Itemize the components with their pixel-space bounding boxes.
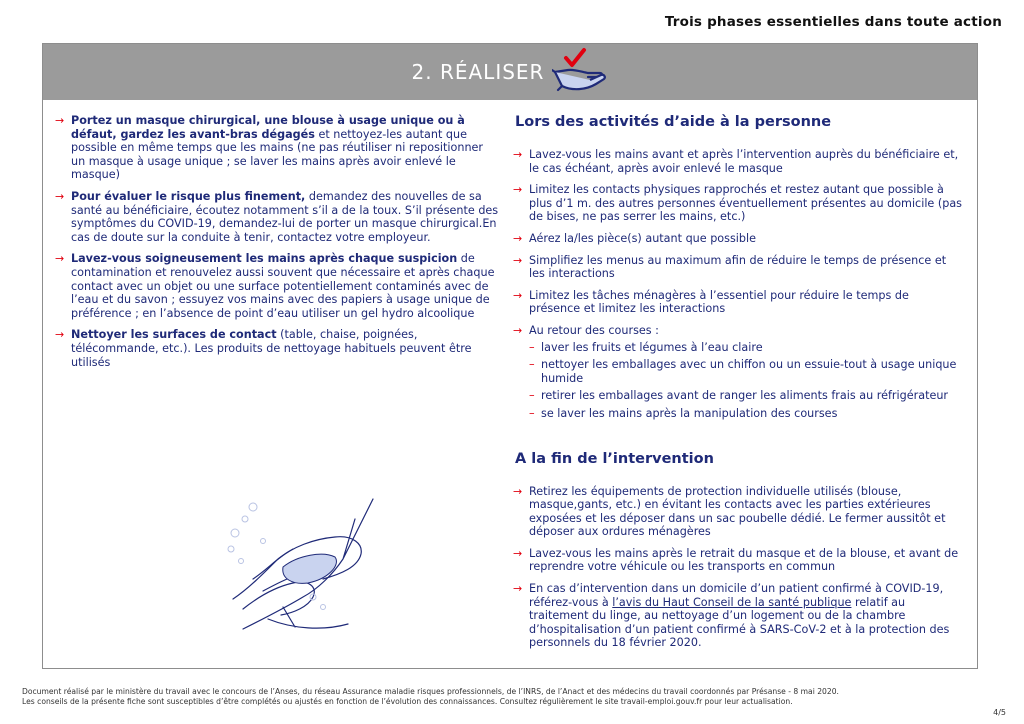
item-bold: Nettoyer les surfaces de contact bbox=[71, 328, 277, 342]
phase-banner bbox=[43, 44, 977, 100]
item-text: (table, chaise, poignées, télécommande, etc.). Les produits de nettoyage habituels peuvent être utilisés bbox=[71, 328, 472, 369]
hand-check-icon bbox=[552, 46, 608, 96]
item-text: de contamination et renouvelez aussi souvent que nécessaire et après chaque contact avec un objet ou une surface potentiellement contaminés avec de l’eau et du savon ; essuyez vos mains avec des papiers à usage unique de préférence ; en l’absence de point d’eau utiliser un gel hydro alcoolique bbox=[71, 252, 495, 320]
list-item: → Retirez les équipements de protection individuelle utilisés (blouse, masque,gants, etc.) en évitant les contacts avec les parties extérieures exposées et les déposer dans un sac poubelle dédié. Le fermer aussitôt et déposer aux ordures ménagères bbox=[513, 485, 963, 539]
item-text: et nettoyez-les autant que possible en même temps que les mains (ne pas réutiliser ni repositionner un masque à usage unique ; se laver les mains après avoir enlevé le masque) bbox=[71, 127, 484, 182]
list-item: → Aérez la/les pièce(s) autant que possible bbox=[513, 232, 963, 246]
shopping-sublist bbox=[529, 341, 963, 421]
sub-list-item: – nettoyer les emballages avec un chiffon ou un essuie-tout à usage unique humide bbox=[529, 358, 963, 385]
list-item: → Limitez les contacts physiques rapprochés et restez autant que possible à plus d’1 m. des autres personnes éventuellement présentes au domicile (pas de bises, ne pas serrer les mains, etc.) bbox=[513, 183, 963, 224]
item-bold: Portez un masque chirurgical, une blouse à usage unique ou à défaut, gardez les avant-bras dégagés bbox=[71, 114, 465, 141]
activities-list bbox=[513, 148, 963, 421]
item-bold: Pour évaluer le risque plus finement, bbox=[71, 189, 306, 203]
footer-note bbox=[22, 687, 839, 707]
page-header-title: Trois phases essentielles dans toute action bbox=[664, 14, 1002, 30]
section-heading-end: A la fin de l’intervention bbox=[515, 450, 714, 467]
list-item: → Limitez les tâches ménagères à l’essentiel pour réduire le temps de présence et limitez les interactions bbox=[513, 289, 963, 316]
list-item bbox=[55, 328, 500, 369]
item-text: En cas d’intervention dans un domicile d’un patient confirmé à COVID-19, référez-vous à bbox=[529, 582, 944, 609]
list-item bbox=[55, 114, 500, 182]
left-column bbox=[55, 114, 500, 377]
list-item: → Lavez-vous les mains après le retrait du masque et de la blouse, et avant de reprendre votre véhicule ou les transports en commun bbox=[513, 547, 963, 574]
item-text: relatif au traitement du linge, au nettoyage d’un logement ou de la chambre d’hospitalisation d’un patient confirmé à SARS-CoV-2 et à la protection des personnels du 18 février 2020. bbox=[529, 595, 950, 650]
end-list bbox=[513, 485, 963, 651]
list-item: → Lavez-vous les mains avant et après l’intervention auprès du bénéficiaire et, le cas échéant, après avoir enlevé le masque bbox=[513, 148, 963, 175]
list-item: → Simplifiez les menus au maximum afin de réduire le temps de présence et les interactions bbox=[513, 254, 963, 281]
section-heading-activities: Lors des activités d’aide à la personne bbox=[515, 114, 832, 130]
item-bold: Lavez-vous soigneusement les mains après chaque suspicion bbox=[71, 252, 458, 266]
footer-line: Document réalisé par le ministère du travail avec le concours de l’Anses, du réseau Assurance maladie risques professionnels, de l’INRS, de l’Anact et des médecins du travail coordonnés par Présanse - 8 mai 2020. bbox=[22, 687, 839, 696]
sub-list-item: – laver les fruits et légumes à l’eau claire bbox=[529, 341, 963, 355]
hand-washing-illustration bbox=[223, 479, 403, 639]
right-column bbox=[513, 114, 963, 658]
list-item bbox=[513, 582, 963, 650]
footer-line: Les conseils de la présente fiche sont susceptibles d’être complétés ou ajustés en fonction de l’évolution des connaissances. Consultez régulièrement le site travail-emploi.gouv.fr pour leur actualisation. bbox=[22, 697, 793, 706]
list-item bbox=[55, 190, 500, 244]
content-card bbox=[42, 43, 978, 669]
banner-title: 2. RÉALISER bbox=[411, 60, 545, 84]
sub-list-item: – se laver les mains après la manipulation des courses bbox=[529, 407, 963, 421]
item-text: demandez des nouvelles de sa santé au bénéficiaire, écoutez notamment s’il a de la toux. S’il présente des symptômes du COVID-19, demandez-lui de porter un masque chirurgical.En cas de doute sur la conduite à tenir, contactez votre employeur. bbox=[71, 189, 499, 244]
page-number: 4/5 bbox=[993, 708, 1006, 717]
item-text: Au retour des courses : bbox=[529, 323, 659, 337]
hcsp-link[interactable]: l’avis du Haut Conseil de la santé publique bbox=[612, 595, 852, 609]
list-item-shopping bbox=[513, 324, 963, 421]
left-list bbox=[55, 114, 500, 369]
sub-list-item: – retirer les emballages avant de ranger les aliments frais au réfrigérateur bbox=[529, 389, 963, 403]
list-item bbox=[55, 252, 500, 320]
